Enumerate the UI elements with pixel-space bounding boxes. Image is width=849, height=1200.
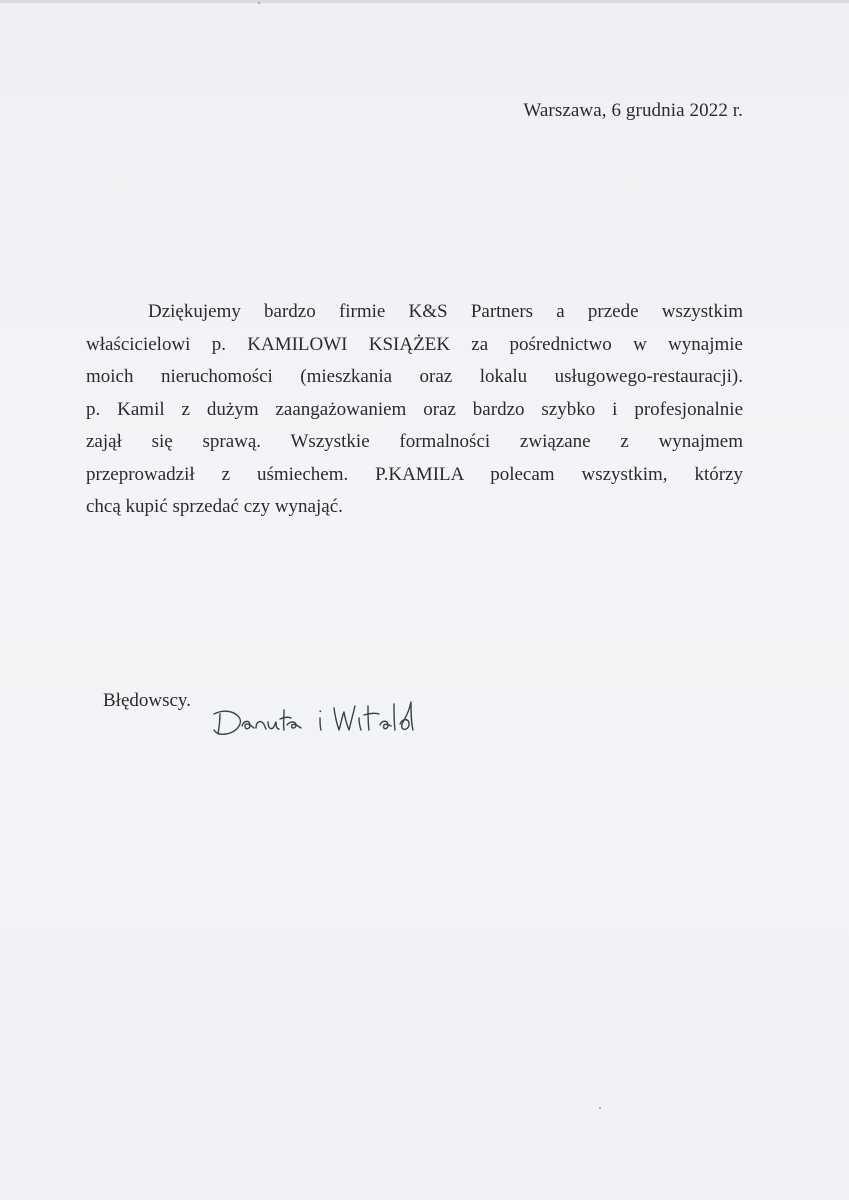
letter-body [86, 296, 743, 524]
body-line: moich nieruchomości (mieszkania oraz lokalu usługowego-restauracji). [86, 366, 743, 387]
body-line: p. Kamil z dużym zaangażowaniem oraz bardzo szybko i profesjonalnie [86, 398, 743, 420]
signature-drawing [208, 692, 478, 748]
handwritten-signature [208, 692, 478, 748]
scan-speck [599, 1107, 601, 1109]
body-line: Dziękujemy bardzo firmie K&S Partners a przede wszystkim [148, 301, 743, 322]
scan-top-edge [0, 0, 849, 3]
scan-speck [258, 2, 260, 4]
body-line: właścicielowi p. KAMILOWI KSIĄŻEK za pośrednictwo w wynajmie [86, 333, 743, 355]
letter-date: Warszawa, 6 grudnia 2022 r. [523, 100, 743, 121]
body-line: chcą kupić sprzedać czy wynająć. [86, 496, 343, 517]
body-line: zajął się sprawą. Wszystkie formalności związane z wynajmem [86, 431, 743, 452]
body-line: przeprowadził z uśmiechem. P.KAMILA polecam wszystkim, którzy [86, 463, 743, 485]
closing-name: Błędowscy. [103, 690, 191, 711]
